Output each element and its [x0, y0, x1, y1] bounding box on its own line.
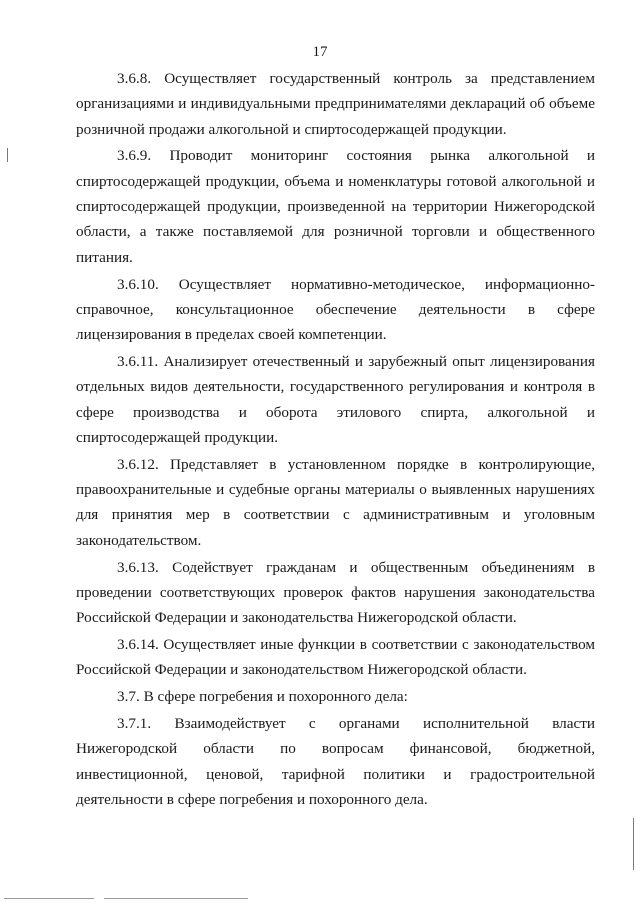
- document-body: [76, 66, 595, 814]
- paragraph-3-6-8: 3.6.8. Осуществляет государственный контроль за представлением организациями и индивидуальными предпринимателями деклараций об объеме розничной продажи алкогольной и спиртосодержащей продукции.: [76, 70, 595, 138]
- paragraph-3-6-14: 3.6.14. Осуществляет иные функции в соответствии с законодательством Российской Федерации и законодательством Нижегородской области.: [76, 636, 595, 679]
- scan-artifact-right: [633, 818, 634, 870]
- paragraph-3-6-11: 3.6.11. Анализирует отечественный и зарубежный опыт лицензирования отдельных видов деятельности, государственного регулирования и контроля в сфере производства и оборота этилового спирта, алкогольной и спиртосодержащей продукции.: [76, 353, 595, 446]
- page-number: 17: [312, 44, 328, 60]
- scan-artifact-bottom: [4, 898, 94, 899]
- paragraph-3-7: 3.7. В сфере погребения и похоронного дела:: [117, 688, 408, 706]
- paragraph-3-6-12: 3.6.12. Представляет в установленном порядке в контролирующие, правоохранительные и судебные органы материалы о выявленных нарушениях для принятия мер в соответствии с административным и уголовным законодательством.: [76, 455, 595, 549]
- paragraph-3-7-1: 3.7.1. Взаимодействует с органами исполнительной власти Нижегородской области по вопросам финансовой, бюджетной, инвестиционной, ценовой, тарифной политики и градостроительной деятельности в сфере погребения и похоронного дела.: [76, 715, 595, 809]
- paragraph-3-6-9: 3.6.9. Проводит мониторинг состояния рынка алкогольной и спиртосодержащей продукции, объема и номенклатуры готовой алкогольной и спиртосодержащей продукции, произведенной на территории Нижегородской области, а также поставляемой для розничной торговли и общественного питания.: [76, 147, 595, 266]
- paragraph-3-6-10: 3.6.10. Осуществляет нормативно-методическое, информационно-справочное, консультационное обеспечение деятельности в сфере лицензирования в пределах своей компетенции.: [76, 275, 595, 344]
- scan-artifact-bottom-2: [104, 898, 248, 899]
- scan-artifact-left: [7, 148, 8, 162]
- paragraph-3-6-13: 3.6.13. Содействует гражданам и общественным объединениям в проведении соответствующих проверок фактов нарушения законодательства Российской Федерации и законодательства Нижегородской области.: [76, 558, 595, 627]
